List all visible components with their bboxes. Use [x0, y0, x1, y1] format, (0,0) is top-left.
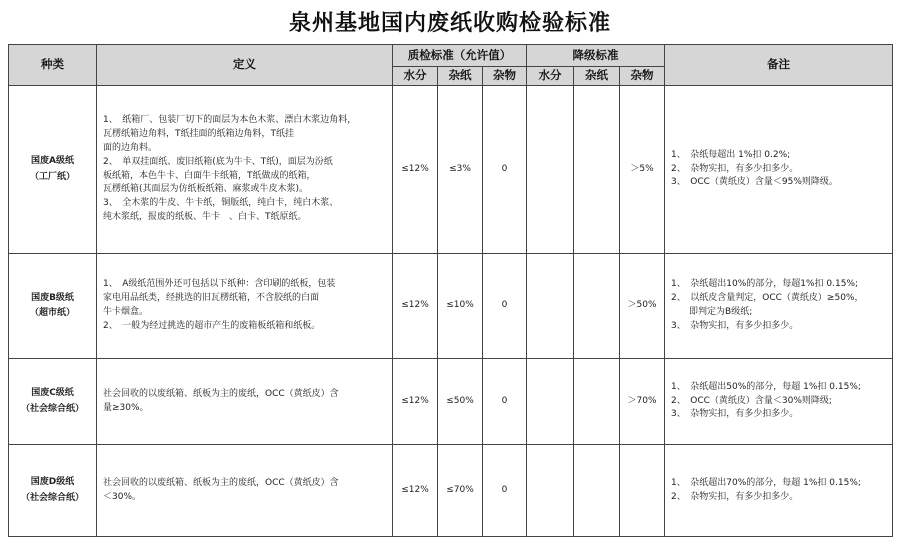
paper-kind-cell: [9, 445, 97, 537]
remark-cell: [665, 445, 893, 537]
definition-line: 2、 单双挂面纸、废旧纸箱(底为牛卡、T纸)，面层为汾纸: [103, 156, 333, 167]
header-quality: 质检标准（允许值）: [393, 45, 527, 67]
definition-cell: [97, 445, 393, 537]
moisture-value: ≤12%: [393, 359, 438, 445]
paper-kind-cell: [9, 254, 97, 359]
paper-kind-label: （社会综合纸）: [20, 492, 84, 503]
remark-cell: [665, 254, 893, 359]
paper-kind-label: （工厂纸）: [29, 171, 75, 182]
mixed-paper-downgrade-value: [574, 359, 620, 445]
table-row: [9, 254, 893, 359]
definition-line: 3、 全木浆的牛皮、牛卡纸，铜版纸，纯白卡，纯白木浆、: [103, 198, 339, 209]
table-row: [9, 445, 893, 537]
moisture-value: ≤12%: [393, 86, 438, 254]
remark-line: 1、 杂纸每超出 1%扣 0.2%;: [671, 149, 791, 160]
mixed-paper-downgrade-value: [574, 254, 620, 359]
paper-kind-label: 国废A级纸: [31, 156, 74, 167]
impurities-value: 0: [483, 359, 527, 445]
header-remark: 备注: [665, 45, 893, 86]
impurities-value: 0: [483, 445, 527, 537]
paper-kind-cell: [9, 86, 97, 254]
mixed-paper-value: ≤50%: [438, 359, 483, 445]
definition-cell: [97, 359, 393, 445]
header-sub-mixed-paper-downgrade: 杂纸: [574, 67, 620, 86]
table-row: [9, 86, 893, 254]
paper-kind-label: （超市纸）: [29, 308, 75, 318]
definition-line: 面的边角料。: [103, 142, 158, 153]
definition-cell: [97, 86, 393, 254]
remark-line: 1、 杂纸超出10%的部分，每超1%扣 0.15%;: [671, 279, 859, 290]
definition-line: 纯木浆纸，报废的纸板、牛卡 、白卡、T纸原纸。: [103, 212, 307, 223]
moisture-downgrade-value: [527, 254, 574, 359]
remark-line: 2、 杂物实扣，有多少扣多少。: [671, 163, 799, 174]
definition-cell: [97, 254, 393, 359]
moisture-value: ≤12%: [393, 445, 438, 537]
header-downgrade: 降级标准: [527, 45, 665, 67]
header-sub-moisture-downgrade: 水分: [527, 67, 574, 86]
impurities-value: 0: [483, 254, 527, 359]
definition-line: 1、 纸箱厂、包装厂切下的面层为本色木浆、漂白木浆边角料，: [103, 114, 357, 125]
remark-cell: [665, 359, 893, 445]
definition-line: 社会回收的以废纸箱、纸板为主的废纸，OCC（黄纸皮）含: [103, 388, 339, 399]
definition-line: 牛卡烟盒。: [103, 307, 149, 317]
header-sub-moisture: 水分: [393, 67, 438, 86]
header-sub-impurities-downgrade: 杂物: [620, 67, 665, 86]
remark-line: 2、 OCC（黄纸皮）含量＜30%则降级;: [671, 395, 832, 406]
impurities-downgrade-value: ＞70%: [620, 359, 665, 445]
impurities-downgrade-value: ＞5%: [620, 86, 665, 254]
paper-kind-label: 国废B级纸: [31, 292, 74, 303]
mixed-paper-value: ≤3%: [438, 86, 483, 254]
paper-kind-label: 国废C级纸: [31, 388, 74, 399]
paper-kind-label: 国废D级纸: [30, 477, 75, 488]
remark-line: 3、 杂物实扣，有多少扣多少。: [671, 409, 799, 420]
mixed-paper-value: ≤70%: [438, 445, 483, 537]
impurities-value: 0: [483, 86, 527, 254]
header-kind: 种类: [9, 45, 97, 86]
definition-line: 家电用品纸类，经挑选的旧瓦楞纸箱，不含胶纸的白面: [103, 293, 320, 304]
definition-line: 板纸箱，本色牛卡、白面牛卡纸箱，T纸做成的纸箱，: [103, 170, 316, 181]
remark-line: 2、 杂物实扣，有多少扣多少。: [671, 491, 799, 502]
paper-kind-cell: [9, 359, 97, 445]
remark-line: 3、 OCC（黄纸皮）含量＜95%则降级。: [671, 177, 838, 188]
remark-line: 3、 杂物实扣，有多少扣多少。: [671, 320, 799, 331]
definition-line: 量≥30%。: [103, 402, 149, 413]
header-sub-impurities: 杂物: [483, 67, 527, 86]
definition-line: 瓦楞纸箱(其面层为仿纸板纸箱、麻浆或牛皮木浆)。: [103, 184, 309, 195]
impurities-downgrade-value: [620, 445, 665, 537]
moisture-downgrade-value: [527, 359, 574, 445]
mixed-paper-downgrade-value: [574, 445, 620, 537]
definition-line: 2、 一般为经过挑选的超市产生的废箱板纸箱和纸板。: [103, 320, 321, 331]
moisture-value: ≤12%: [393, 254, 438, 359]
standards-table: [8, 44, 893, 537]
remark-cell: [665, 86, 893, 254]
definition-line: 1、 A级纸范围外还可包括以下纸种：含印刷的纸板，包装: [103, 279, 336, 290]
definition-line: 瓦楞纸箱边角料，T纸挂面的纸箱边角料，T纸挂: [103, 128, 294, 139]
table-row: [9, 359, 893, 445]
page-title: 泉州基地国内废纸收购检验标准: [288, 11, 611, 36]
remark-line: 1、 杂纸超出70%的部分，每超 1%扣 0.15%;: [671, 477, 861, 488]
mixed-paper-downgrade-value: [574, 86, 620, 254]
impurities-downgrade-value: ＞50%: [620, 254, 665, 359]
remark-line: 即判定为B级纸;: [671, 307, 753, 317]
moisture-downgrade-value: [527, 445, 574, 537]
definition-line: 社会回收的以废纸箱、纸板为主的废纸，OCC（黄纸皮）含: [103, 477, 339, 488]
paper-kind-label: （社会综合纸）: [20, 403, 84, 414]
moisture-downgrade-value: [527, 86, 574, 254]
remark-line: 1、 杂纸超出50%的部分，每超 1%扣 0.15%;: [671, 381, 861, 392]
header-sub-mixed-paper: 杂纸: [438, 67, 483, 86]
header-definition: 定义: [97, 45, 393, 86]
definition-line: ＜30%。: [103, 491, 142, 502]
mixed-paper-value: ≤10%: [438, 254, 483, 359]
remark-line: 2、 以纸皮含量判定，OCC（黄纸皮）≥50%，: [671, 293, 864, 304]
